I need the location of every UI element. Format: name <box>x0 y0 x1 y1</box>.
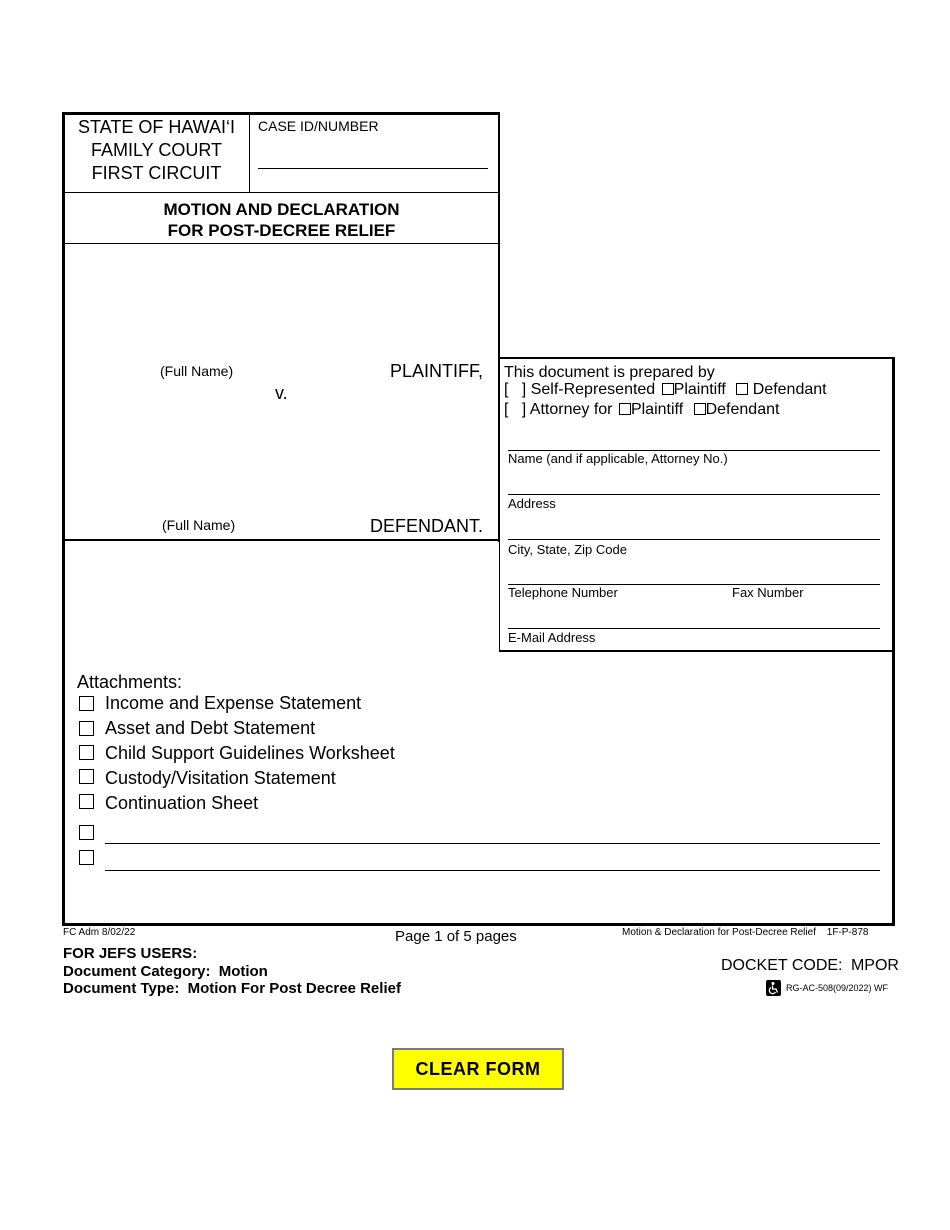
court-state: STATE OF HAWAI‘I <box>78 117 235 137</box>
title-line-2: FOR POST-DECREE RELIEF <box>167 221 396 240</box>
defendant-label: DEFENDANT. <box>370 516 484 536</box>
phone-fax-input[interactable] <box>508 566 880 585</box>
form-title-small <box>622 927 868 938</box>
court-family: FAMILY COURT <box>90 140 223 160</box>
prepared-by-heading: This document is prepared by <box>504 364 715 381</box>
attachments-heading: Attachments: <box>77 672 183 692</box>
docket-code-label: DOCKET CODE: <box>721 957 843 974</box>
attorney-defendant-checkbox[interactable] <box>694 403 706 415</box>
accessibility-icon <box>766 980 781 996</box>
attachment-label-child-support: Child Support Guidelines Worksheet <box>105 743 395 763</box>
attorney-bracket[interactable]: [ ] <box>504 401 527 418</box>
doc-type-row <box>63 980 401 997</box>
attachment-checkbox-other-2[interactable] <box>79 850 94 865</box>
self-rep-plaintiff-checkbox[interactable] <box>662 383 674 395</box>
attachment-checkbox-income[interactable] <box>79 696 94 711</box>
self-rep-bracket[interactable]: [ ] <box>504 381 527 398</box>
attachment-label-custody: Custody/Visitation Statement <box>105 768 336 788</box>
attachment-other-1-input[interactable] <box>105 825 880 844</box>
defendant-name-input[interactable] <box>70 494 370 512</box>
self-rep-defendant-checkbox[interactable] <box>736 383 748 395</box>
rg-code: RG-AC-508(09/2022) WF <box>786 983 889 993</box>
docket-code-row <box>721 957 899 975</box>
form-date: FC Adm 8/02/22 <box>63 927 136 938</box>
jefs-heading: FOR JEFS USERS: <box>63 945 198 962</box>
self-rep-defendant-label: Defendant <box>752 381 827 398</box>
form-number: 1F-P-878 <box>826 927 869 938</box>
prepared-box-top <box>499 357 895 359</box>
title-bottom-line <box>64 243 499 244</box>
attorney-defendant-label: Defendant <box>705 401 780 418</box>
clear-form-button[interactable]: CLEAR FORM <box>392 1048 564 1090</box>
self-rep-plaintiff-label: Plaintiff <box>673 381 726 398</box>
plaintiff-label: PLAINTIFF, <box>390 361 484 381</box>
court-block <box>65 116 248 185</box>
form-border-bottom <box>62 923 895 926</box>
self-rep-label: Self-Represented <box>530 381 656 398</box>
attachment-label-income: Income and Expense Statement <box>105 693 362 713</box>
email-input[interactable] <box>508 610 880 629</box>
form-border-top <box>62 112 500 115</box>
court-circuit: FIRST CIRCUIT <box>91 163 222 183</box>
attachment-checkbox-other-1[interactable] <box>79 825 94 840</box>
title-line-1: MOTION AND DECLARATION <box>163 200 400 219</box>
plaintiff-name-input[interactable] <box>70 340 370 358</box>
attorney-label: Attorney for <box>529 401 613 418</box>
telephone-label: Telephone Number <box>508 585 618 600</box>
versus-label: v. <box>275 383 288 403</box>
defendant-name-label: (Full Name) <box>162 517 236 533</box>
docket-code-value: MPOR <box>850 957 899 974</box>
address-label: Address <box>508 496 556 511</box>
attorney-row <box>504 401 779 419</box>
doc-category-row <box>63 963 268 980</box>
name-label: Name (and if applicable, Attorney No.) <box>508 451 728 466</box>
attachment-label-asset: Asset and Debt Statement <box>105 718 316 738</box>
fax-label: Fax Number <box>732 585 804 600</box>
attachment-checkbox-custody[interactable] <box>79 769 94 784</box>
email-label: E-Mail Address <box>508 630 596 645</box>
city-label: City, State, Zip Code <box>508 542 627 557</box>
attachment-other-2-input[interactable] <box>105 852 880 871</box>
attorney-plaintiff-checkbox[interactable] <box>619 403 631 415</box>
city-input[interactable] <box>508 521 880 540</box>
address-input[interactable] <box>508 476 880 495</box>
attachment-label-continuation: Continuation Sheet <box>105 793 259 813</box>
attachment-checkbox-asset[interactable] <box>79 721 94 736</box>
prepared-box-left <box>499 357 500 652</box>
self-represented-row <box>504 381 827 399</box>
attachment-checkbox-child-support[interactable] <box>79 745 94 760</box>
doc-category-label: Document Category: <box>63 963 211 980</box>
prepared-box-bottom <box>499 650 895 652</box>
document-title <box>64 199 499 241</box>
case-id-label: CASE ID/NUMBER <box>258 118 379 134</box>
doc-type-value: Motion For Post Decree Relief <box>187 980 401 997</box>
page-info: Page 1 of 5 pages <box>395 928 517 945</box>
parties-bottom-line <box>64 539 500 541</box>
doc-category-value: Motion <box>218 963 268 980</box>
attorney-plaintiff-label: Plaintiff <box>630 401 684 418</box>
doc-type-label: Document Type: <box>63 980 180 997</box>
form-title-small-text: Motion & Declaration for Post-Decree Relief <box>622 927 816 938</box>
court-bottom-line <box>64 192 499 193</box>
case-id-input[interactable] <box>258 150 488 169</box>
court-divider <box>249 114 250 193</box>
plaintiff-name-label: (Full Name) <box>160 363 234 379</box>
name-input[interactable] <box>508 432 880 451</box>
attachment-checkbox-continuation[interactable] <box>79 794 94 809</box>
form-border-right <box>892 357 895 926</box>
